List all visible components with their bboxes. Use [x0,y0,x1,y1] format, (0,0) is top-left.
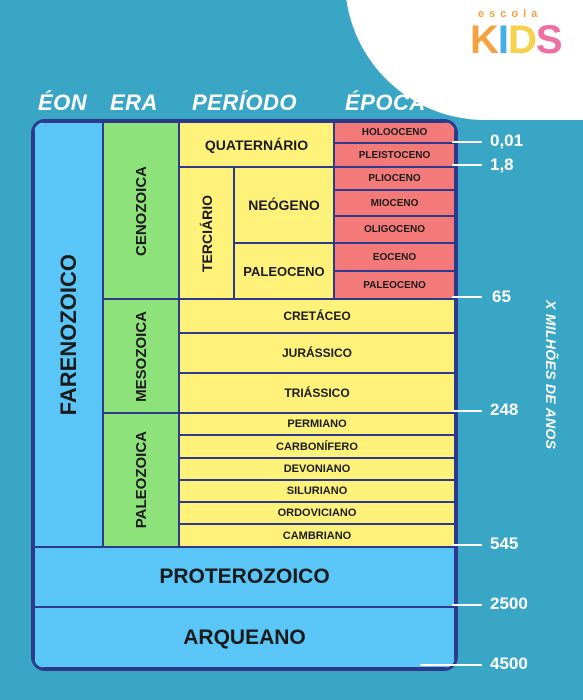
tick-line-3 [452,296,482,298]
subperiod-neogeno: NEÓGENO [234,167,334,243]
period-terciario-label: TERCIÁRIO [198,194,215,272]
era-mesozoica-label: MESOZOICA [132,310,150,402]
era-paleozoica-label: PALEOZOICA [132,431,150,529]
subperiod-paleoceno: PALEOCENO [234,243,334,299]
epoch-mioceno: MIOCENO [334,190,455,216]
brand-logo: KIDS [470,18,562,62]
epoch-paleoceno: PALEOCENO [334,271,455,299]
epoch-oligoceno: OLIGOCENO [334,216,455,243]
header-era: ERA [110,90,158,115]
period-siluriano: SILURIANO [179,480,455,502]
epoch-pleistoceno: PLEISTOCENO [334,143,455,167]
tick-label-1: 0,01 [490,131,524,150]
period-devoniano: DEVONIANO [179,458,455,480]
tick-label-5: 545 [490,534,519,553]
axis-label-millions-of-years: X MILHÕES DE ANOS [543,300,559,450]
epoch-eoceno: EOCENO [334,243,455,271]
tick-line-7 [420,664,482,666]
period-permiano: PERMIANO [179,413,455,435]
era-cenozoica-label: CENOZOICA [132,165,150,256]
period-triassico: TRIÁSSICO [179,373,455,413]
eon-proterozoico: PROTEROZOICO [34,547,455,607]
eon-arqueano: ARQUEANO [34,607,455,668]
epoch-holoceno: HOLOOCENO [334,122,455,143]
era-cenozoica [103,122,179,299]
tick-line-6 [452,604,482,606]
tick-label-6: 2500 [490,594,528,613]
epoch-plioceno: PLIOCENO [334,167,455,190]
tick-label-4: 248 [490,400,519,419]
period-cretaceo: CRETÁCEO [179,299,455,333]
header-eon: ÉON [38,90,88,115]
era-paleozoica [103,413,179,547]
tick-line-1 [452,141,482,143]
eon-farenozoico [34,122,103,547]
period-terciario [179,167,234,299]
period-ordoviciano: ORDOVICIANO [179,502,455,524]
header-epoca: ÉPOCA [345,90,426,115]
period-jurassico: JURÁSSICO [179,333,455,373]
tick-line-2 [452,164,482,166]
tick-line-5 [452,544,482,546]
brand-logo-small: escola [478,8,543,20]
tick-label-7: 4500 [490,654,528,673]
period-quaternario: QUATERNÁRIO [179,122,334,167]
period-carbonifero: CARBONÍFERO [179,435,455,458]
geologic-time-table [31,119,458,671]
tick-label-3: 65 [492,287,511,306]
tick-line-4 [452,410,482,412]
eon-farenozoico-label: FARENOZOICO [55,253,81,416]
period-cambriano: CAMBRIANO [179,524,455,547]
tick-label-2: 1,8 [490,155,514,174]
header-periodo: PERÍODO [192,90,297,115]
era-mesozoica [103,299,179,413]
